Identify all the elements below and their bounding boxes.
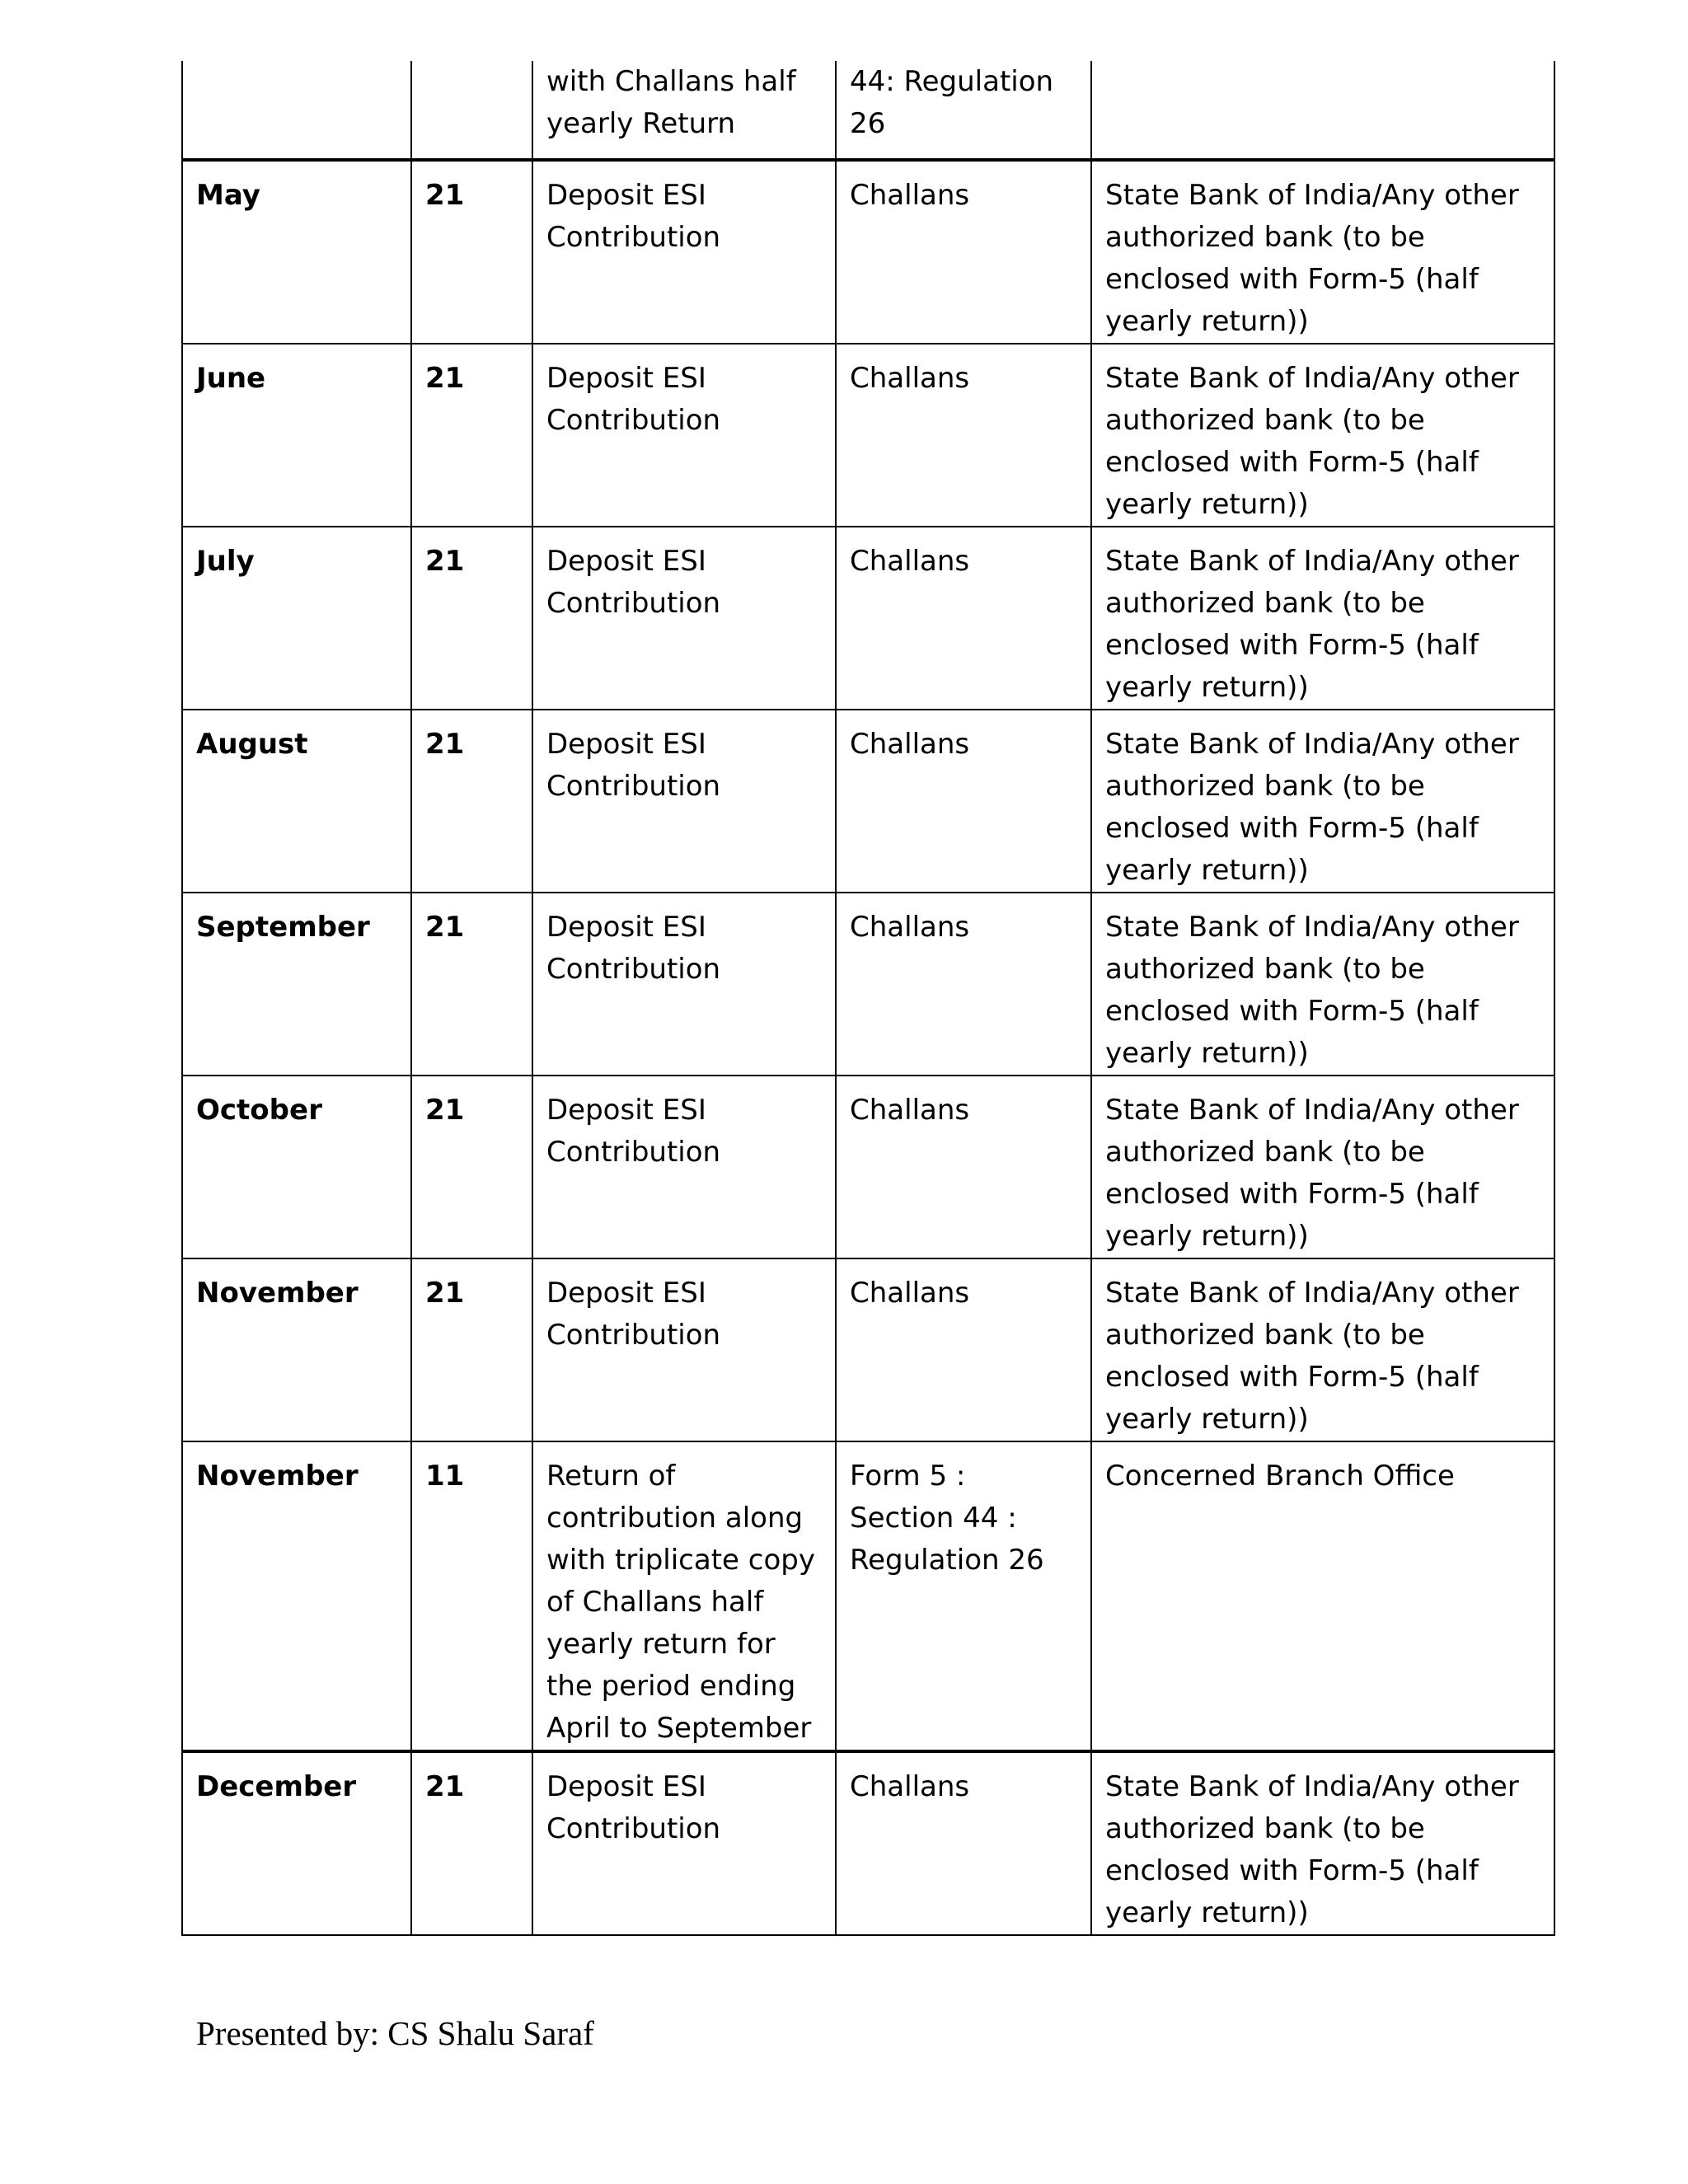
month-cell: June — [182, 344, 411, 527]
activity-cell: Return of contribution along with triplicate copy of Challans half yearly return for the period ending April to September — [532, 1441, 836, 1751]
submit-to-cell: State Bank of India/Any other authorized bank (to be enclosed with Form-5 (half yearly return)) — [1091, 1751, 1554, 1935]
table-row-may — [182, 160, 1554, 344]
month-cell: November — [182, 1258, 411, 1441]
activity-cell: Deposit ESI Contribution — [532, 160, 836, 344]
activity-cell: Deposit ESI Contribution — [532, 1258, 836, 1441]
activity-cell: Deposit ESI Contribution — [532, 527, 836, 710]
form-cell: 44: Regulation 26 — [836, 61, 1091, 160]
submit-to-cell: State Bank of India/Any other authorized bank (to be enclosed with Form-5 (half yearly return)) — [1091, 344, 1554, 527]
form-cell: Challans — [836, 160, 1091, 344]
presenter-footer: Presented by: CS Shalu Saraf — [196, 2014, 594, 2052]
day-cell: 21 — [411, 1751, 532, 1935]
day-cell: 21 — [411, 1258, 532, 1441]
table-row-july — [182, 527, 1554, 710]
day-cell: 21 — [411, 527, 532, 710]
activity-cell: Deposit ESI Contribution — [532, 1076, 836, 1258]
month-cell: July — [182, 527, 411, 710]
month-cell — [182, 61, 411, 160]
day-cell: 21 — [411, 160, 532, 344]
submit-to-cell: State Bank of India/Any other authorized bank (to be enclosed with Form-5 (half yearly return)) — [1091, 1076, 1554, 1258]
month-cell: May — [182, 160, 411, 344]
form-cell: Challans — [836, 527, 1091, 710]
table-row-november — [182, 1258, 1554, 1441]
activity-cell: Deposit ESI Contribution — [532, 344, 836, 527]
submit-to-cell: State Bank of India/Any other authorized bank (to be enclosed with Form-5 (half yearly return)) — [1091, 1258, 1554, 1441]
table-row-continuation — [182, 61, 1554, 160]
form-cell: Form 5 : Section 44 : Regulation 26 — [836, 1441, 1091, 1751]
table-row-october — [182, 1076, 1554, 1258]
month-cell: October — [182, 1076, 411, 1258]
form-cell: Challans — [836, 1751, 1091, 1935]
day-cell: 21 — [411, 893, 532, 1076]
submit-to-cell: State Bank of India/Any other authorized bank (to be enclosed with Form-5 (half yearly return)) — [1091, 893, 1554, 1076]
activity-cell: Deposit ESI Contribution — [532, 1751, 836, 1935]
submit-to-cell: State Bank of India/Any other authorized bank (to be enclosed with Form-5 (half yearly return)) — [1091, 527, 1554, 710]
month-cell: December — [182, 1751, 411, 1935]
day-cell: 11 — [411, 1441, 532, 1751]
activity-cell: Deposit ESI Contribution — [532, 893, 836, 1076]
table-row-august — [182, 710, 1554, 893]
activity-cell: Deposit ESI Contribution — [532, 710, 836, 893]
table-row-september — [182, 893, 1554, 1076]
submit-to-cell: State Bank of India/Any other authorized bank (to be enclosed with Form-5 (half yearly return)) — [1091, 710, 1554, 893]
day-cell: 21 — [411, 710, 532, 893]
month-cell: August — [182, 710, 411, 893]
submit-to-cell — [1091, 61, 1554, 160]
day-cell: 21 — [411, 344, 532, 527]
submit-to-cell: Concerned Branch Office — [1091, 1441, 1554, 1751]
form-cell: Challans — [836, 893, 1091, 1076]
esi-compliance-table — [181, 61, 1555, 1936]
table-row-december — [182, 1751, 1554, 1935]
form-cell: Challans — [836, 1258, 1091, 1441]
month-cell: November — [182, 1441, 411, 1751]
form-cell: Challans — [836, 344, 1091, 527]
activity-cell: with Challans half yearly Return — [532, 61, 836, 160]
table-row-november-return — [182, 1441, 1554, 1751]
day-cell — [411, 61, 532, 160]
form-cell: Challans — [836, 1076, 1091, 1258]
day-cell: 21 — [411, 1076, 532, 1258]
month-cell: September — [182, 893, 411, 1076]
form-cell: Challans — [836, 710, 1091, 893]
submit-to-cell: State Bank of India/Any other authorized bank (to be enclosed with Form-5 (half yearly return)) — [1091, 160, 1554, 344]
table-row-june — [182, 344, 1554, 527]
